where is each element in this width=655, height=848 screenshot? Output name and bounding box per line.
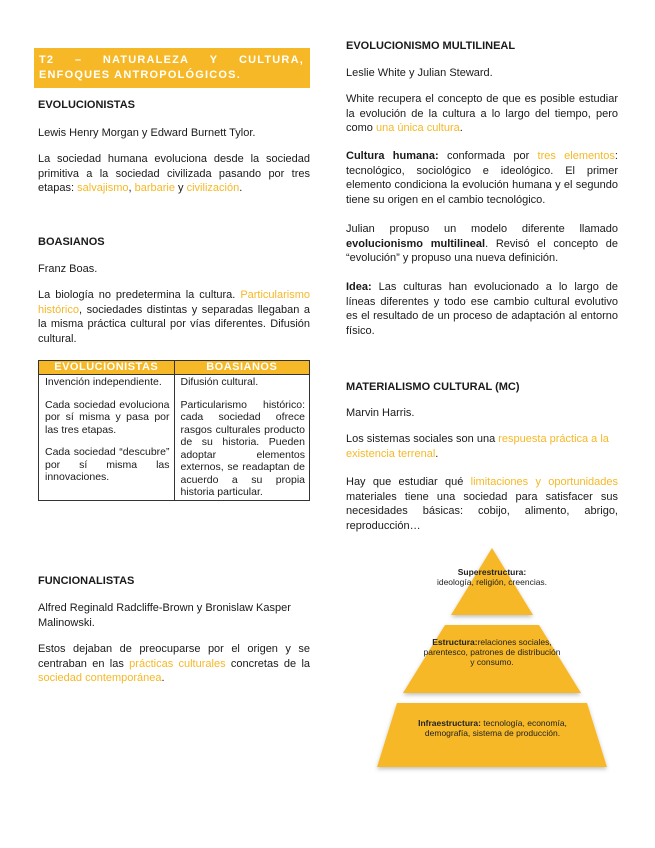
materialismo-heading: MATERIALISMO CULTURAL (MC) [346,381,520,393]
funcionalistas-text: Estos dejaban de preocuparse por el origen y se centraban en las prácticas culturales concretas de la sociedad contemporánea. [38,643,311,684]
table-cell-boasianos [174,375,310,501]
cell-paragraph: Cada sociedad evoluciona por sí misma y pasa por las tres etapas. [45,398,170,436]
boasianos-heading: BOASIANOS [38,236,105,248]
boasianos-authors: Franz Boas. [38,263,98,275]
cell-paragraph: Particularismo histórico: cada sociedad ofrece rasgos culturales producto de su historia. Pueden adoptar elementos externos, se readaptan de acuerdo a su propia historia particular. [180,398,305,498]
multilineal-p3: Julian propuso un modelo diferente llamado evolucionismo multilineal. Revisó el concepto de “evolución” y propuso una nueva definición. [346,223,618,264]
pyramid-bottom-label: Infraestructura: tecnología, economía, demografía, sistema de producción. [418,718,567,738]
multilineal-authors: Leslie White y Julian Steward. [346,67,493,79]
table-row [39,375,310,501]
comparison-table [38,360,310,501]
topic-banner [34,48,310,88]
cell-paragraph: Cada sociedad “descubre” por sí misma las innovaciones. [45,446,170,483]
table-cell-evolucionistas [39,375,175,501]
materialismo-p2: Hay que estudiar qué limitaciones y oportunidades materiales tiene una sociedad para satisfacer sus necesidades básicas: cobijo, alimento, abrigo, reproducción… [346,476,618,532]
banner-line-2: ENFOQUES ANTROPOLÓGICOS. [39,69,241,81]
multilineal-p4: Idea: Las culturas han evolucionado a lo largo de líneas diferentes y todo ese cambio cultural evolutivo es el resultado de un proceso de adaptación al entorno físico. [346,281,618,337]
materialismo-authors: Marvin Harris. [346,407,415,419]
evolucionistas-heading: EVOLUCIONISTAS [38,99,135,111]
boasianos-text: La biología no predetermina la cultura. Particularismo histórico, sociedades distintas y separadas llegaban a la misma práctica cultural por vías diferentes. Difusión cultural. [38,289,310,345]
evolucionistas-authors: Lewis Henry Morgan y Edward Burnett Tylor. [38,127,256,139]
banner-line-1: T2 – NATURALEZA Y CULTURA, [39,54,304,66]
cell-paragraph: Difusión cultural. [180,376,259,388]
funcionalistas-heading: FUNCIONALISTAS [38,575,135,587]
evolucionistas-text: La sociedad humana evoluciona desde la sociedad primitiva a la sociedad civilizada pasando por tres etapas: salvajismo, barbarie y civilización. [38,153,310,194]
pyramid-middle-label: Estructura:relaciones sociales, parentesco, patrones de distribución y consumo. [423,637,561,667]
funcionalistas-authors: Alfred Reginald Radcliffe-Brown y Bronislaw Kasper Malinowski. [38,602,291,629]
materialismo-p1: Los sistemas sociales son una respuesta práctica a la existencia terrenal. [346,433,609,460]
multilineal-heading: EVOLUCIONISMO MULTILINEAL [346,40,516,52]
multilineal-p1: White recupera el concepto de que es posible estudiar la evolución de la cultura a lo largo del tiempo, pero como una única cultura. [346,93,618,134]
pyramid-top-label: Superestructura: ideología, religión, creencias. [436,567,548,587]
table-header-boasianos: BOASIANOS [174,361,310,375]
multilineal-p2: Cultura humana: conformada por tres elementos: tecnológico, sociológico e ideológico. El primer elemento condiciona la evolución humana y el segundo tiene su origen en el cambio tecnológico. [346,150,618,206]
table-header-evolucionistas: EVOLUCIONISTAS [39,361,175,375]
cell-paragraph: Invención independiente. [45,376,162,388]
